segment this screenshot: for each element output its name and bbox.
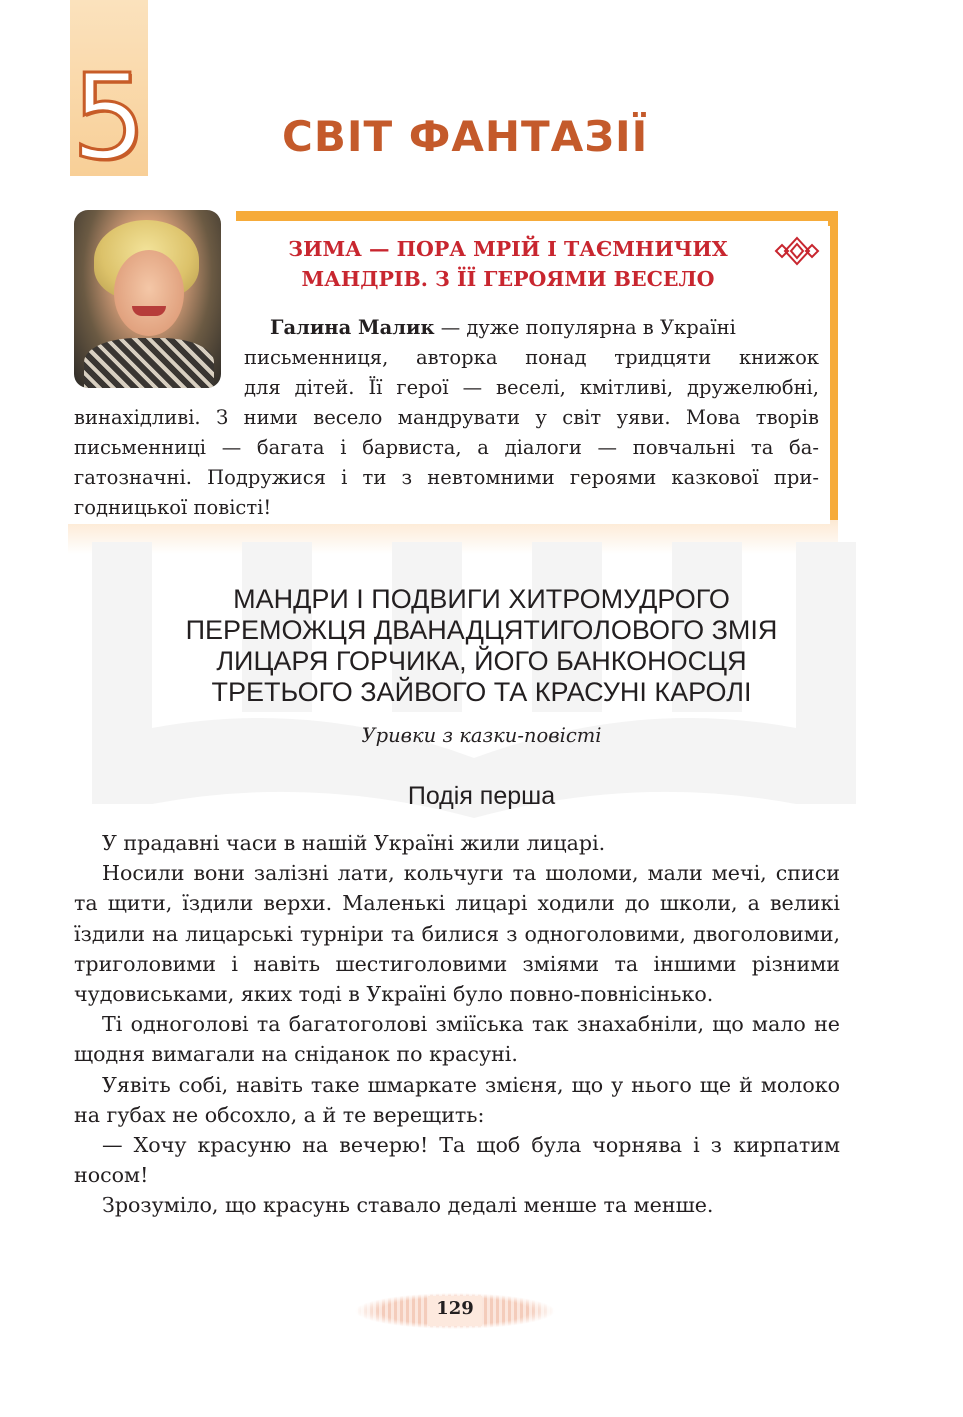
intro-heading-line: ЗИМА — ПОРА МРІЙ І ТАЄМНИЧИХ [288, 237, 728, 261]
intro-line: письменниці — багата і барвиста, а діалоги — повчальні та ба- [74, 436, 819, 459]
intro-heading-line: МАНДРІВ. З ЇЇ ГЕРОЯМИ ВЕСЕЛО [301, 267, 715, 291]
chapter-tab [70, 0, 148, 186]
ornament-icon [774, 236, 820, 266]
intro-line: винахідливі. З ними весело мандрувати у світ уяви. Мова творів [74, 406, 819, 429]
story-body [74, 828, 840, 1221]
page-number: 129 [436, 1298, 474, 1319]
intro-line: гатозначні. Подружися і ти з невтомними героями казкової при- [74, 466, 819, 489]
paragraph: Зрозуміло, що красунь ставало дедалі менше та менше. [102, 1193, 714, 1218]
story-title-line: ЛИЦАРЯ ГОРЧИКА, ЙОГО БАНКОНОСЦЯ [216, 646, 747, 676]
chapter-title: СВІТ ФАНТАЗІЇ [282, 112, 649, 161]
story-title-line: МАНДРИ І ПОДВИГИ ХИТРОМУДРОГО [233, 584, 730, 614]
story-title [100, 584, 863, 708]
paragraph: Уявіть собі, навіть таке шмаркате змієня, що у нього ще й молоко на губах не обсохло, а й те верещить: [74, 1072, 840, 1127]
paragraph: Ті одноголові та багатоголові зміїська так знахабніли, що мало не щодня вимагали на сніданок по красуні. [74, 1012, 840, 1067]
intro-text-span: — дуже популярна в Україні [434, 316, 736, 339]
paragraph: — Хочу красуню на вечерю! Та щоб була чорнява і з кирпатим носом! [74, 1133, 840, 1188]
story-subtitle: Уривки з казки-повісті [361, 724, 602, 747]
author-photo [74, 210, 221, 388]
paragraph: Носили вони залізні лати, кольчуги та шоломи, мали мечі, списи та щити, їздили верхи. Маленькі лицарі ходили до школи, а великі їздили на лицарські турніри та билися з одноголовими, двоголовими, триголовими і навіть шестиголовими зміями та іншими різними чудовиськами, яких тоді в Україні було повно-повнісінько. [74, 861, 840, 1007]
intro-line: годницької повісті! [74, 496, 272, 519]
intro-heading [258, 234, 758, 294]
chapter-number: 5 [71, 48, 147, 186]
intro-line: письменниця, авторка понад тридцяти книжок [244, 346, 819, 369]
section-heading: Подія перша [407, 782, 556, 810]
story-title-line: ПЕРЕМОЖЦЯ ДВАНАДЦЯТИГОЛОВОГО ЗМІЯ [185, 615, 778, 645]
author-name: Галина Малик [270, 316, 435, 339]
intro-line: для дітей. Її герої — веселі, кмітливі, дружелюбні, [244, 376, 819, 399]
paragraph: У прадавні часи в нашій Україні жили лицарі. [102, 831, 606, 855]
story-title-line: ТРЕТЬОГО ЗАЙВОГО ТА КРАСУНІ КАРОЛІ [211, 677, 752, 707]
intro-line [244, 313, 819, 343]
